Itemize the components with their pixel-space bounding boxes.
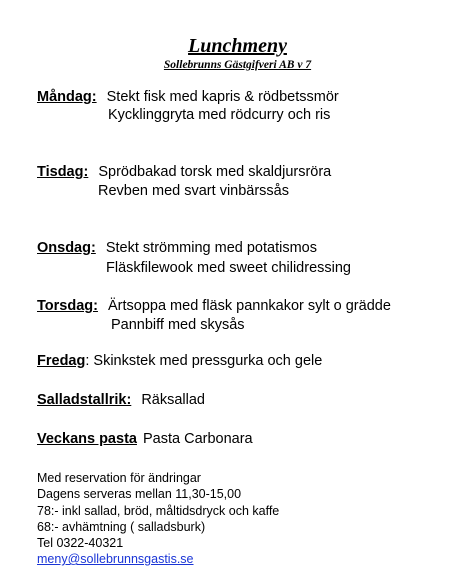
salad-plate — [37, 391, 205, 409]
dish: Revben med svart vinbärssås — [98, 183, 289, 199]
dish: Räksallad — [141, 392, 205, 408]
day-tuesday — [37, 163, 331, 181]
dish: Ärtsoppa med fläsk pannkakor sylt o grädde — [107, 298, 391, 314]
email-link[interactable]: meny@sollebrunnsgastis.se — [37, 552, 194, 566]
day-label: Salladstallrik: — [37, 392, 132, 408]
day-monday — [37, 88, 339, 106]
dish: Pasta Carbonara — [143, 431, 253, 447]
day-label: Veckans pasta — [37, 431, 137, 447]
dish: : Skinkstek med pressgurka och gele — [85, 353, 323, 369]
info-price-takeaway: 68:- avhämtning ( salladsburk) — [37, 520, 206, 534]
day-label: Tisdag: — [37, 164, 89, 180]
dish: Sprödbakad torsk med skaldjursröra — [98, 164, 332, 180]
email-row — [37, 551, 194, 567]
dish: Kycklinggryta med rödcurry och ris — [108, 107, 331, 123]
dish: Stekt strömming med potatismos — [105, 240, 317, 256]
info-price-dine-in: 78:- inkl sallad, bröd, måltidsdryck och kaffe — [37, 504, 280, 518]
day-friday — [37, 352, 322, 370]
dish: Fläskfilewook med sweet chilidressing — [106, 260, 351, 276]
day-label: Onsdag: — [37, 240, 96, 256]
weekly-pasta — [37, 430, 253, 448]
info-phone: Tel 0322-40321 — [37, 536, 124, 550]
page-title: Lunchmeny — [188, 35, 287, 57]
page-subtitle: Sollebrunns Gästgifveri AB v 7 — [163, 59, 312, 71]
day-label: Fredag — [37, 353, 86, 369]
info-reservation: Med reservation för ändringar — [37, 471, 201, 485]
dish: Pannbiff med skysås — [111, 317, 245, 333]
day-label: Måndag: — [37, 89, 97, 105]
dish: Stekt fisk med kapris & rödbetssmör — [106, 89, 339, 105]
info-serving-hours: Dagens serveras mellan 11,30-15,00 — [37, 487, 242, 501]
day-wednesday — [37, 239, 317, 257]
day-thursday — [37, 297, 391, 315]
day-label: Torsdag: — [37, 298, 98, 314]
